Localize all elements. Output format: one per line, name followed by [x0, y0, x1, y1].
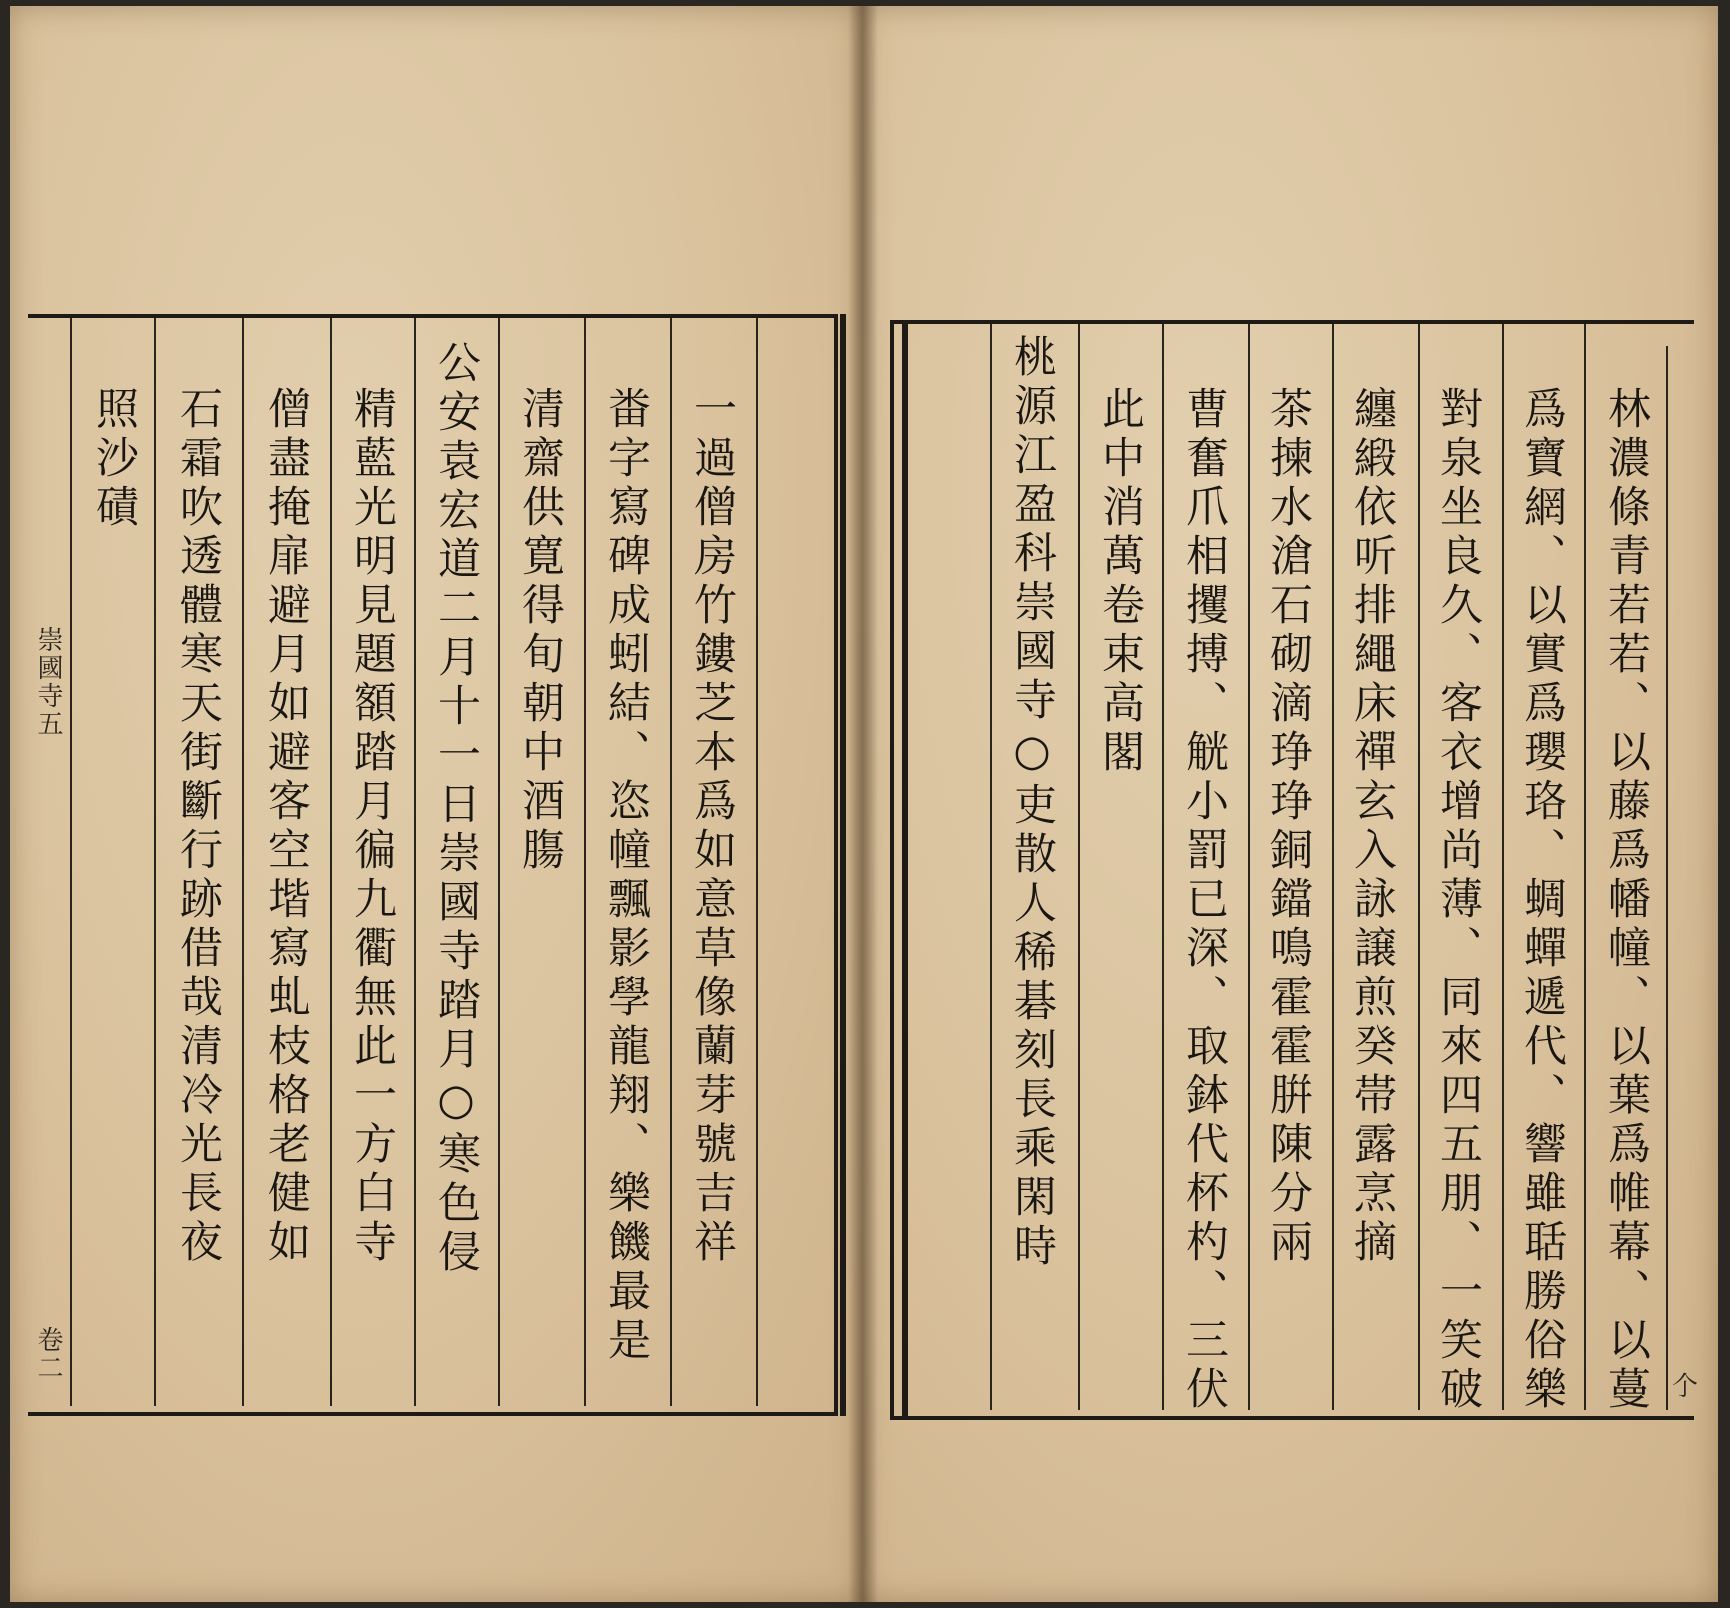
column-rule [498, 318, 500, 1406]
column-rule [154, 318, 156, 1406]
margin-title: 崇國寺五 [33, 626, 63, 738]
left-page-inner-border [840, 314, 846, 1416]
text-column-8: 照沙磧 [89, 386, 139, 533]
column-rule [1162, 324, 1164, 1410]
column-rule [1666, 346, 1668, 1410]
text-column-2: 爲寶網、以實爲瓔珞、蜩蟬遞代、響雖聒勝俗樂 [1517, 386, 1567, 1415]
column-rule [1584, 324, 1586, 1410]
column-rule [1248, 324, 1250, 1410]
column-rule [70, 318, 72, 1406]
column-rule [584, 318, 586, 1406]
text-column-5: 精藍光明見題額踏月徧九衢無此一方白寺 [347, 386, 397, 1268]
text-column-3: 對泉坐良久、客衣增尚薄、同來四五朋、一笑破 [1433, 386, 1483, 1415]
text-column-5: 茶揀水滄石砌滴琤琤銅鐺鳴霍霍腁陳分兩 [1263, 386, 1313, 1268]
text-column-7: 此中消萬卷束高閣 [1095, 386, 1145, 778]
text-column-1: 一過僧房竹鏤芝本爲如意草像蘭芽號吉祥 [687, 386, 737, 1268]
text-column-8: 桃源江盈科崇國寺○吏散人稀碁刻長乘閑時 [1007, 334, 1057, 1272]
volume-label: 卷二 [33, 1326, 63, 1382]
column-rule [756, 318, 758, 1406]
text-column-7: 石霜吹透體寒天街斷行跡借哉清冷光長夜 [173, 386, 223, 1268]
text-column-4: 纏緞依听排繩床禪玄入詠譲煎癸帯露烹摘 [1347, 386, 1397, 1268]
column-rule [1418, 324, 1420, 1410]
book-gutter [848, 6, 878, 1602]
column-rule [1078, 324, 1080, 1410]
column-rule [1332, 324, 1334, 1410]
right-page-inner-border [902, 320, 908, 1416]
column-rule [990, 324, 992, 1410]
column-rule [1502, 324, 1504, 1410]
column-rule [670, 318, 672, 1406]
column-rule [242, 318, 244, 1406]
text-column-6: 僧盡掩扉避月如避客空堦寫虬枝格老健如 [261, 386, 311, 1268]
column-rule [414, 318, 416, 1406]
text-column-2: 畨字寫碑成蚓結、恣幢飄影學龍翔、樂饑最是 [601, 386, 651, 1366]
text-column-4: 公安袁宏道二月十一日崇國寺踏月○寒色侵 [431, 340, 481, 1278]
text-column-3: 清齋供寛得旬朝中酒膓 [515, 386, 565, 876]
text-column-6: 曹奮爪相攫搏、觥小罰已深、取鉢代杯杓、三伏 [1179, 386, 1229, 1415]
page-number: 𠆤 [1672, 1372, 1699, 1402]
column-rule [330, 318, 332, 1406]
text-column-1: 林濃條青若若、以藤爲幡幢、以葉爲帷幕、以蔓 [1601, 386, 1651, 1415]
open-book [10, 6, 1718, 1602]
